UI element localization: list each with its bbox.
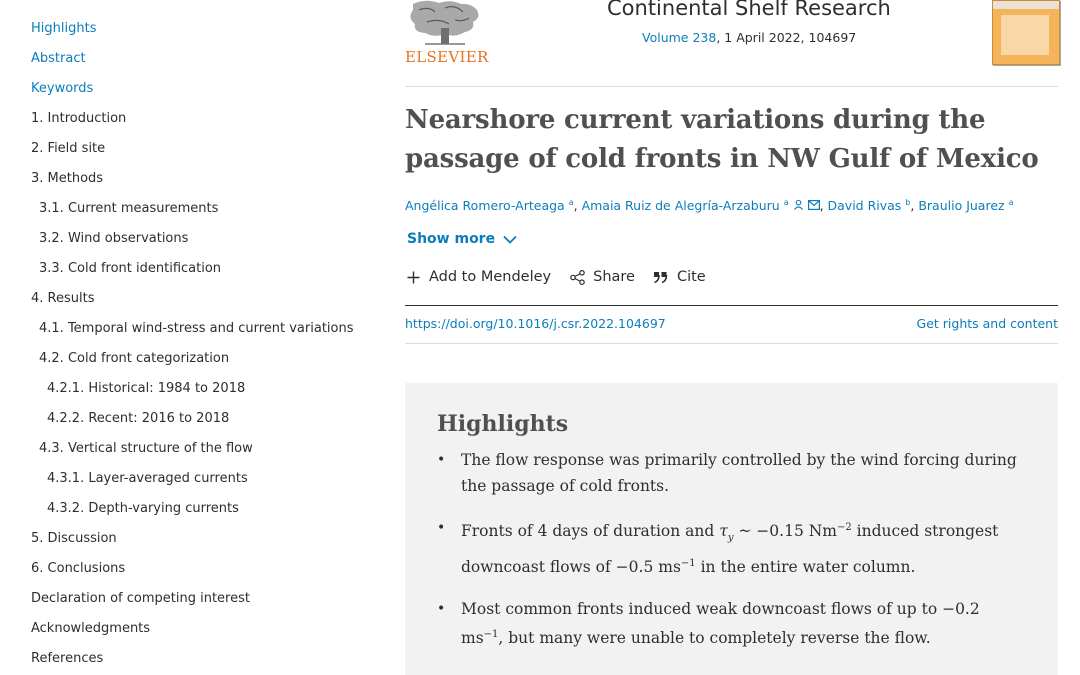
header-divider [405, 86, 1058, 87]
toc-item[interactable]: 2. Field site [31, 141, 106, 156]
toc-item[interactable]: 4.3.1. Layer-averaged currents [47, 471, 248, 486]
highlight-3-exp: −1 [483, 629, 499, 641]
toc-item[interactable]: 6. Conclusions [31, 561, 126, 576]
highlight-2-part-d: in the entire water column. [695, 558, 916, 577]
author-4[interactable]: Braulio Juarez [918, 198, 1005, 214]
toc-item[interactable]: 4.2.2. Recent: 2016 to 2018 [47, 411, 230, 426]
highlight-1-text: The flow response was primarily controlled by the wind forcing during the passage of cold fronts. [461, 451, 1017, 495]
journal-header [405, 0, 1058, 86]
toc-item[interactable]: Highlights [31, 21, 97, 36]
envelope-icon[interactable] [808, 200, 820, 210]
highlight-3-part-a: Most common fronts induced weak downcoast flows of up to −0.2 ms [461, 600, 980, 648]
toc-item[interactable]: 4. Results [31, 291, 95, 306]
toc-item[interactable]: 3. Methods [31, 171, 104, 186]
toc-item[interactable]: References [31, 651, 104, 666]
cover-box [1001, 15, 1049, 55]
journal-cover-thumbnail[interactable] [992, 0, 1060, 65]
highlight-2-exp-1: −2 [837, 522, 852, 533]
highlight-2-exp-2: −1 [680, 558, 696, 570]
cite-label: Cite [676, 269, 706, 286]
toc-item[interactable]: Abstract [31, 51, 86, 66]
toc-item[interactable]: 3.1. Current measurements [39, 201, 219, 216]
author-list: Angélica Romero-Arteaga $^a$, Amaia Ruiz de Alegría-Arzaburu $^a$ , David Rivas $^b$, Braulio Juarez $^a$ [405, 198, 1014, 214]
author-3[interactable]: David Rivas [827, 198, 902, 214]
highlights-title: Highlights [437, 411, 569, 437]
doi-row [405, 305, 1058, 344]
highlight-item [437, 447, 1026, 499]
rights-link[interactable]: Get rights and content [916, 316, 1058, 332]
article-actions [405, 263, 1058, 291]
plus-icon [405, 269, 421, 285]
author-3-affiliation[interactable]: b [905, 198, 911, 207]
doi-link[interactable]: https://doi.org/10.1016/j.csr.2022.104697 [405, 316, 666, 332]
quote-icon [653, 269, 669, 285]
toc-item[interactable]: 4.3. Vertical structure of the flow [39, 441, 253, 456]
highlight-2-part-c: induced strongest downcoast flows of −0.5 ms [461, 522, 999, 577]
add-to-mendeley-button[interactable] [405, 269, 551, 285]
share-button[interactable] [569, 269, 635, 285]
highlight-3-part-b: , but many were unable to completely reverse the flow. [498, 629, 931, 648]
highlight-2-part-a: Fronts of 4 days of duration and [461, 522, 720, 541]
toc-item[interactable]: 4.2. Cold front categorization [39, 351, 230, 366]
author-1[interactable]: Angélica Romero-Arteaga [405, 198, 565, 214]
author-2-affiliation[interactable]: a [783, 198, 789, 207]
toc-item[interactable]: Acknowledgments [31, 621, 151, 636]
toc-item[interactable]: Keywords [31, 81, 94, 96]
author-2[interactable]: Amaia Ruiz de Alegría-Arzaburu [581, 198, 780, 214]
tau-symbol: τ [719, 522, 728, 541]
chevron-down-icon [503, 235, 517, 244]
author-4-affiliation[interactable]: a [1008, 198, 1014, 207]
highlight-item [437, 515, 1026, 580]
toc-item[interactable]: 4.3.2. Depth-varying currents [47, 501, 239, 516]
publisher-name: ELSEVIER [405, 48, 489, 66]
volume-link[interactable]: Volume 238 [642, 30, 717, 45]
article-main [405, 0, 1058, 344]
tau-subscript: y [727, 532, 734, 544]
toc-item[interactable]: 1. Introduction [31, 111, 127, 126]
toc-item[interactable]: Declaration of competing interest [31, 591, 250, 606]
toc-item[interactable]: 4.1. Temporal wind-stress and current variations [39, 321, 354, 336]
person-icon[interactable] [793, 199, 804, 210]
show-more-label: Show more [407, 231, 496, 248]
share-icon [569, 269, 585, 285]
table-of-contents [31, 14, 371, 674]
highlights-section [405, 383, 1058, 675]
highlights-list [437, 447, 1026, 652]
toc-item[interactable]: 3.3. Cold front identification [39, 261, 222, 276]
add-to-mendeley-label: Add to Mendeley [429, 269, 552, 286]
journal-volume [642, 30, 856, 45]
toc-item[interactable]: 4.2.1. Historical: 1984 to 2018 [47, 381, 246, 396]
article-title: Nearshore current variations during the passage of cold fronts in NW Gulf of Mexico [405, 105, 1039, 174]
show-more-button[interactable] [405, 231, 1058, 247]
share-label: Share [593, 269, 635, 286]
toc-item[interactable]: 5. Discussion [31, 531, 117, 546]
highlight-item [437, 596, 1026, 651]
toc-item[interactable]: 3.2. Wind observations [39, 231, 189, 246]
journal-title[interactable]: Continental Shelf Research [607, 0, 891, 20]
issue-date: , 1 April 2022, 104697 [716, 30, 857, 45]
cover-strip [993, 1, 1059, 9]
author-1-affiliation[interactable]: a [568, 198, 574, 207]
cite-button[interactable] [653, 269, 706, 285]
highlight-2-part-b: ~ −0.15 Nm [733, 522, 837, 541]
